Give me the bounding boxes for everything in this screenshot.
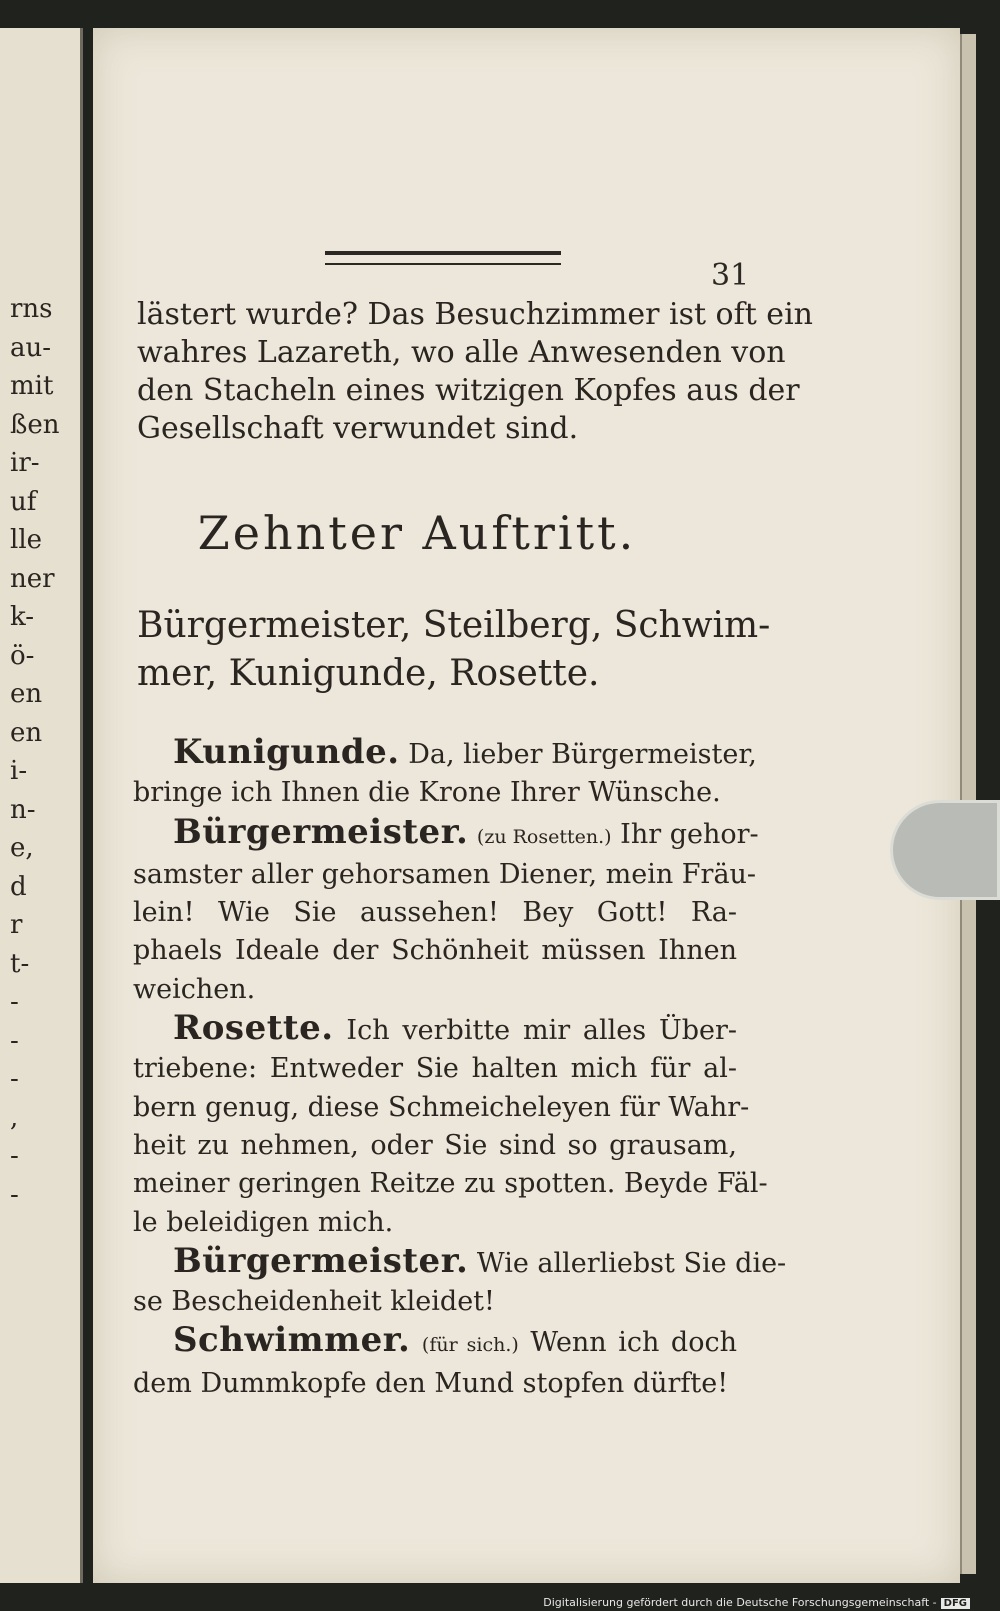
dialogue-text: heit zu nehmen, oder Sie sind so grausam, <box>133 1129 737 1161</box>
dialogue-text: Da, lieber Bürgermeister, <box>408 739 757 770</box>
facing-page-fragment: n- <box>10 794 36 825</box>
facing-page-fragment: - <box>10 1025 19 1056</box>
dialogue-text: Ich verbitte mir alles Über- <box>346 1015 737 1047</box>
facing-page-fragment: i- <box>10 756 28 786</box>
dialogue-line <box>133 1009 737 1050</box>
dialogue-text: bern genug, diese Schmeicheleyen für Wahr- <box>133 1091 750 1123</box>
digitization-credit <box>543 1596 970 1609</box>
dialogue-line <box>133 1240 787 1283</box>
facing-page-fragment: - <box>10 1179 19 1210</box>
text-line: lästert wurde? Das Besuchzimmer ist oft ein <box>137 297 813 332</box>
facing-page-fragment: d <box>10 871 27 902</box>
facing-page-fragment: mit <box>10 371 54 401</box>
speaker-name: Bürgermeister. <box>173 1240 469 1281</box>
credit-text: Digitalisierung gefördert durch die Deutsche Forschungsgemeinschaft - <box>543 1596 937 1609</box>
dialogue-line <box>133 811 759 856</box>
facing-page-fragment: e, <box>10 833 34 863</box>
dialogue-text: bringe ich Ihnen die Krone Ihrer Wünsche. <box>133 777 721 809</box>
dialogue-line <box>133 732 757 774</box>
text-line: Gesellschaft verwundet sind. <box>137 411 579 446</box>
dialogue-text: Wenn ich doch <box>530 1327 737 1359</box>
facing-page-fragment: r <box>10 910 23 940</box>
dialogue-text: le beleidigen mich. <box>133 1206 394 1238</box>
facing-page-edge <box>0 28 83 1583</box>
dialogue-line <box>133 774 737 812</box>
facing-page-fragment: k- <box>10 602 35 632</box>
facing-page-fragment: au- <box>10 332 52 363</box>
facing-page-fragment: - <box>10 1064 19 1094</box>
dialogue-block <box>133 732 787 1403</box>
facing-page-fragment: uf <box>10 486 37 517</box>
bookmark-clip <box>890 800 1000 900</box>
scene-heading: Zehnter Auftritt. <box>197 506 637 560</box>
dialogue-text: lein! Wie Sie aussehen! Bey Gott! Ra- <box>133 897 737 929</box>
dialogue-line <box>133 971 737 1009</box>
dialogue-text: se Bescheidenheit kleidet! <box>133 1286 495 1318</box>
dialogue-text: dem Dummkopfe den Mund stopfen dürfte! <box>133 1367 729 1399</box>
dialogue-line <box>133 1283 737 1321</box>
stage-direction: (zu Rosetten.) <box>476 825 612 848</box>
dialogue-line <box>133 932 737 970</box>
text-line: wahres Lazareth, wo alle Anwesenden von <box>137 335 786 370</box>
dialogue-line <box>133 856 757 894</box>
facing-page-fragment: , <box>10 1102 19 1133</box>
dialogue-line <box>133 1321 737 1364</box>
speaker-name: Rosette. <box>173 1008 334 1049</box>
facing-page-fragment: t- <box>10 948 30 979</box>
dialogue-line <box>133 1089 750 1127</box>
facing-page-fragment: ßen <box>10 409 60 440</box>
facing-page-fragment: - <box>10 1141 19 1171</box>
stage-direction: (für sich.) <box>421 1334 519 1357</box>
speaker-name: Kunigunde. <box>173 732 400 772</box>
dialogue-text: phaels Ideale der Schönheit müssen Ihnen <box>133 935 737 967</box>
facing-page-fragment: en <box>10 679 43 709</box>
dialogue-text: Wie allerliebst Sie die- <box>476 1247 787 1279</box>
dialogue-text: Ihr gehor- <box>620 818 759 850</box>
text-line: den Stacheln eines witzigen Kopfes aus der <box>137 373 800 408</box>
character-list <box>137 602 771 698</box>
facing-page-fragment: lle <box>10 525 43 555</box>
facing-page-fragment: - <box>10 987 19 1017</box>
facing-page-fragment: ir- <box>10 448 40 478</box>
dialogue-line <box>133 1365 737 1403</box>
dfg-logo: DFG <box>941 1598 970 1609</box>
facing-page-fragment: en <box>10 717 43 748</box>
opening-paragraph <box>137 296 813 448</box>
character-line: mer, Kunigunde, Rosette. <box>137 653 600 694</box>
character-line: Bürgermeister, Steilberg, Schwim- <box>137 605 771 646</box>
dialogue-line <box>133 1204 737 1242</box>
dialogue-text: weichen. <box>133 973 256 1005</box>
book-page <box>93 28 960 1583</box>
dialogue-text: samster aller gehorsamen Diener, mein Fräu- <box>133 858 757 890</box>
dialogue-line <box>133 1127 737 1165</box>
speaker-name: Bürgermeister. <box>173 811 469 852</box>
dialogue-line <box>133 894 737 932</box>
dialogue-line <box>133 1050 737 1088</box>
dialogue-text: triebene: Entweder Sie halten mich für al- <box>133 1053 737 1085</box>
dialogue-line <box>133 1165 768 1203</box>
speaker-name: Schwimmer. <box>173 1320 411 1361</box>
facing-page-fragment: ner <box>10 563 55 594</box>
dialogue-text: meiner geringen Reitze zu spotten. Beyde Fäl- <box>133 1168 768 1200</box>
header-rule <box>325 251 561 265</box>
facing-page-fragment: ö- <box>10 640 35 671</box>
facing-page-fragment: rns <box>10 294 53 324</box>
page-number: 31 <box>711 258 750 293</box>
